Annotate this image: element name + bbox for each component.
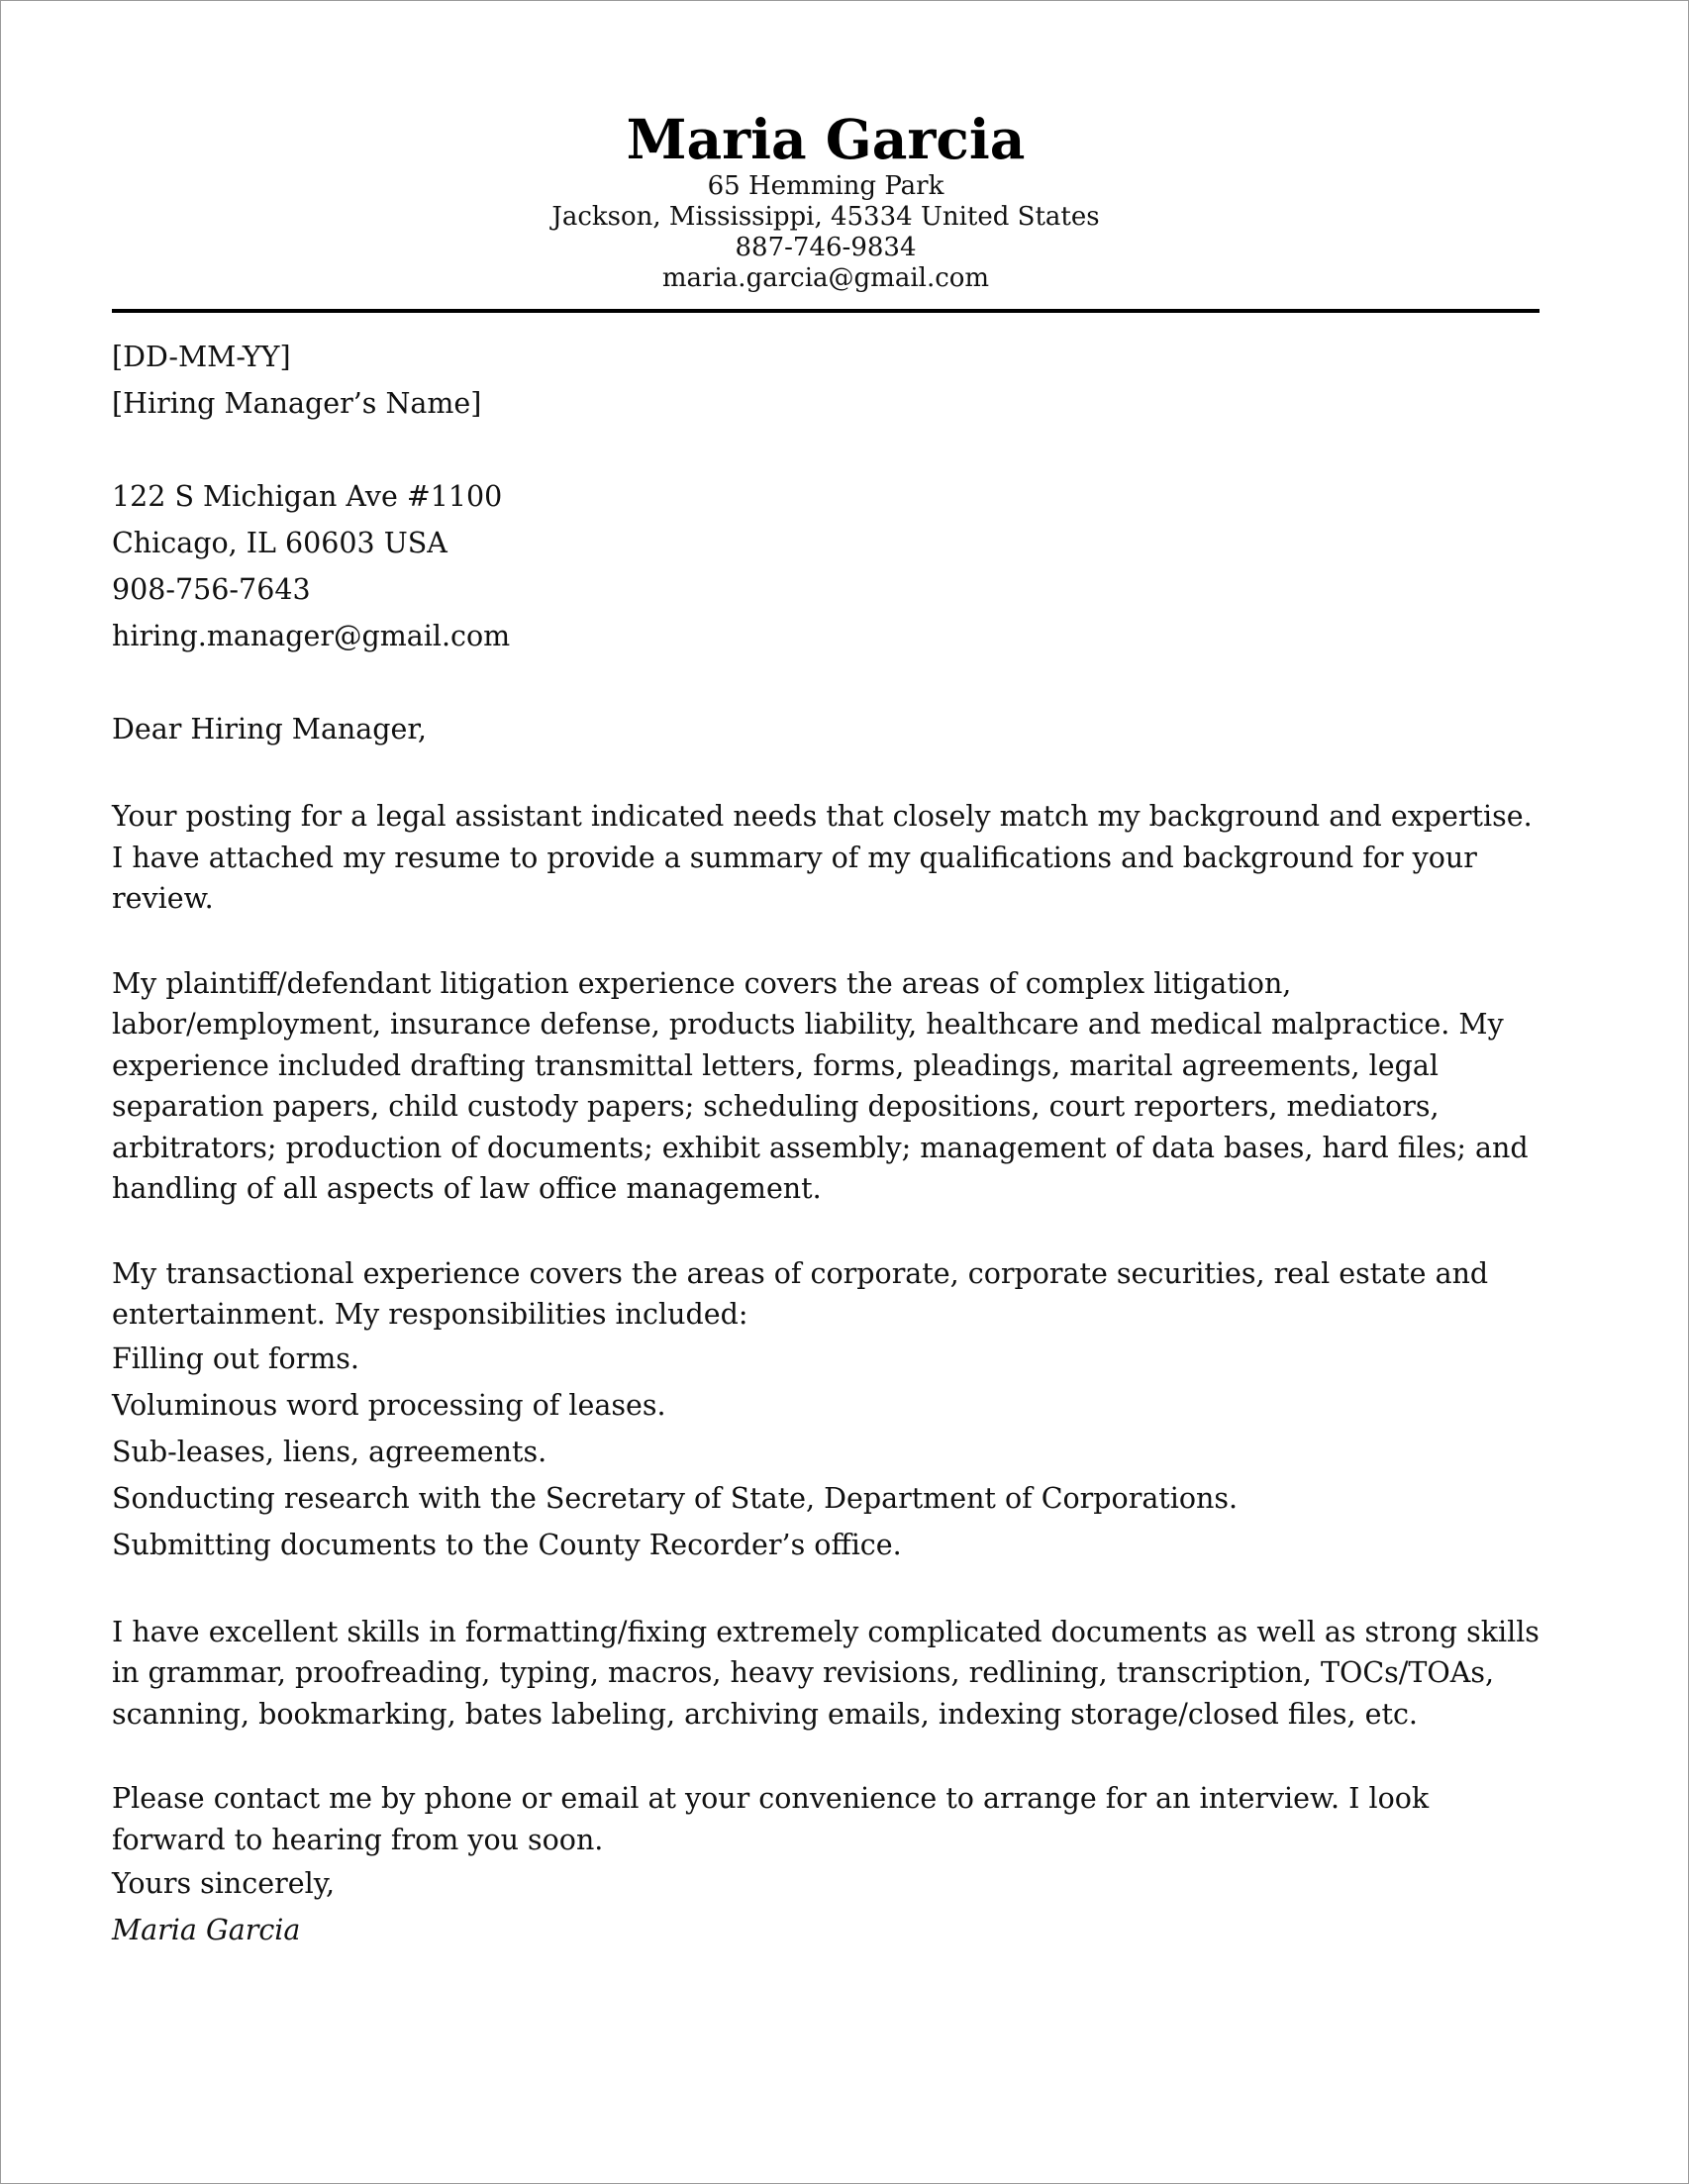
responsibility-item: Filling out forms. [112,1341,359,1375]
responsibility-item: Sonducting research with the Secretary of State, Department of Corporations. [112,1481,1239,1515]
salutation: Dear Hiring Manager, [112,713,427,745]
paragraph-intro: Your posting for a legal assistant indicated needs that closely match my background and expertise. I have attached my resume to provide a summary of my qualifications and background for your review. [112,800,1533,915]
recipient-address-line2: Chicago, IL 60603 USA [112,527,447,559]
responsibility-item: Sub-leases, liens, agreements. [112,1435,547,1468]
sign-off: Yours sincerely, [112,1867,336,1900]
spacer [112,920,1547,963]
sender-phone: 887-746-9834 [735,233,917,262]
recipient-phone: 908-756-7643 [112,573,311,606]
paragraph-litigation: My plaintiff/defendant litigation experience covers the areas of complex litigation, labor/employment, insurance defense, products liability, healthcare and medical malpractice. My experience included drafting transmittal letters, forms, pleadings, marital agreements, legal separation papers, child custody papers; scheduling depositions, court reporters, mediators, arbitrators; production of documents; exhibit assembly; management of data bases, hard files; and handling of all aspects of law office management. [112,966,1529,1205]
letter-body [112,334,1547,1953]
spacer [112,1568,1547,1612]
signature: Maria Garcia [112,1914,301,1946]
paragraph-closing: Please contact me by phone or email at your convenience to arrange for an interview. I look forward to hearing from you soon. [112,1782,1430,1856]
paragraph-transactional: My transactional experience covers the areas of corporate, corporate securities, real estate and entertainment. My responsibilities included: [112,1256,1489,1331]
spacer [112,752,1547,796]
sender-name: Maria Garcia [626,107,1026,171]
header-divider [112,309,1540,313]
sender-email: maria.garcia@gmail.com [661,263,990,293]
recipient-email: hiring.manager@gmail.com [112,620,511,652]
paragraph-skills: I have excellent skills in formatting/fixing extremely complicated documents as well as strong skills in grammar, proofreading, typing, macros, heavy revisions, redlining, transcription, TOCs/TOAs, scanning, bookmarking, bates labeling, archiving emails, indexing storage/closed files, etc. [112,1615,1540,1731]
spacer [112,1735,1547,1778]
responsibility-item: Submitting documents to the County Recorder’s office. [112,1528,902,1561]
recipient-name-placeholder: [Hiring Manager’s Name] [112,387,482,420]
spacer [112,427,1547,473]
letter-header [112,108,1540,294]
spacer [112,1210,1547,1253]
recipient-address-line1: 122 S Michigan Ave #1100 [112,480,503,513]
spacer [112,659,1547,706]
responsibility-item: Voluminous word processing of leases. [112,1388,666,1422]
sender-address-line2: Jackson, Mississippi, 45334 United States [551,202,1100,232]
sender-address-line1: 65 Hemming Park [707,171,944,201]
date-placeholder: [DD-MM-YY] [112,341,291,373]
